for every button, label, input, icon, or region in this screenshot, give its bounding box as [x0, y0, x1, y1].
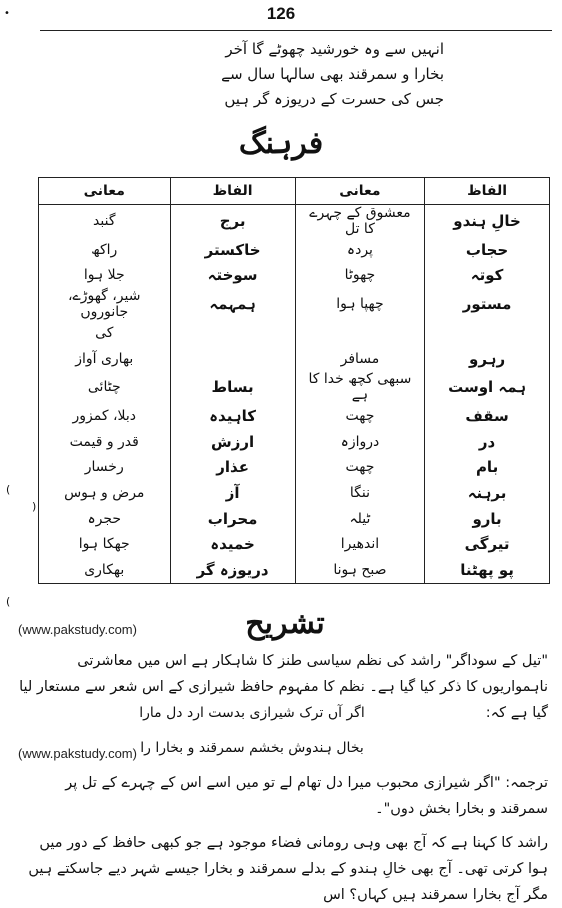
glossary-meaning: جلا ہوا [39, 263, 171, 289]
glossary-word: بارو [425, 506, 550, 532]
glossary-meaning: ننگا [295, 480, 424, 506]
glossary-row [39, 205, 550, 238]
corner-bullet: • [4, 8, 10, 19]
header-rule [40, 30, 552, 31]
glossary-row [39, 371, 550, 403]
margin-mark: ( [6, 483, 11, 496]
translation: ترجمہ: "اگر شیرازی محبوب میرا دل تھام لے تو میں اسے اس کے چہرے کے تل پر سمرقند و بخارا بخش دوں"۔ [65, 775, 548, 817]
glossary-meaning: مسافر [295, 346, 424, 372]
header-cell: الفاظ [170, 178, 295, 205]
paragraph: راشد کا کہنا ہے کہ آج بھی وہی رومانی فضاء موجود ہے جو کبھی حافظ کے دور میں ہوا کرتی تھی۔ آج بھی خالِ ہندو کے بدلے سمرقند و بخارا جیسے شہر دیے جاسکتے ہیں مگر آج بخارا سمرقند ہیں کہاں؟ اس [28, 835, 548, 903]
glossary-meaning: شیر، گھوڑے، جانوروں [39, 288, 171, 320]
margin-mark: ( [6, 595, 11, 608]
glossary-word: در [425, 429, 550, 455]
glossary-meaning: دبلا، کمزور [39, 403, 171, 429]
glossary-row [39, 320, 550, 346]
watermark: (www.pakstudy.com) [18, 622, 137, 637]
glossary-meaning: بھکاری [39, 557, 171, 583]
explanation-heading: تشریح [245, 606, 325, 641]
glossary-row [39, 288, 550, 320]
glossary-meaning: رخسار [39, 455, 171, 481]
glossary-row [39, 403, 550, 429]
glossary-row [39, 480, 550, 506]
glossary-meaning [295, 320, 424, 346]
glossary-word: حجاب [425, 237, 550, 263]
header-cell: معانی [295, 178, 424, 205]
glossary-row [39, 237, 550, 263]
glossary-word: محراب [170, 506, 295, 532]
glossary-meaning: پردہ [295, 237, 424, 263]
header-cell: معانی [39, 178, 171, 205]
glossary-row [39, 557, 550, 583]
glossary-word: سقف [425, 403, 550, 429]
glossary-word: تیرگی [425, 531, 550, 557]
glossary-word: بساط [170, 371, 295, 403]
page-number: 126 [266, 4, 296, 23]
glossary-row [39, 455, 550, 481]
verse-line: بخارا و سمرقند بھی سالہا سال سے [221, 65, 444, 83]
glossary-meaning: مرض و ہوس [39, 480, 171, 506]
glossary-meaning: ٹیلہ [295, 506, 424, 532]
glossary-word: ہمہ اوست [425, 371, 550, 403]
glossary-meaning: صبح ہونا [295, 557, 424, 583]
glossary-word: کاہیدہ [170, 403, 295, 429]
glossary-word: بام [425, 455, 550, 481]
glossary-meaning: راکھ [39, 237, 171, 263]
glossary-meaning: بھاری آواز [39, 346, 171, 372]
glossary-meaning: چھت [295, 455, 424, 481]
glossary-meaning: معشوق کے چہرے کا تل [295, 205, 424, 238]
persian-couplet-line: بخال ہندوش بخشم سمرقند و بخارا را [140, 740, 364, 756]
glossary-word: سوختہ [170, 263, 295, 289]
glossary-meaning: حجرہ [39, 506, 171, 532]
glossary-row [39, 263, 550, 289]
persian-couplet-line: اگر آں ترک شیرازی بدست ارد دل مارا [139, 705, 365, 721]
glossary-word: ارزش [170, 429, 295, 455]
glossary-row [39, 346, 550, 372]
glossary-meaning: گنبد [39, 205, 171, 238]
verse-line: جس کی حسرت کے دریوزہ گر ہیں [224, 90, 444, 108]
glossary-word [170, 320, 295, 346]
glossary-header-row [39, 178, 550, 205]
glossary-word: آز [170, 480, 295, 506]
glossary-body [39, 205, 550, 584]
glossary-meaning: چھت [295, 403, 424, 429]
glossary-word: خاکستر [170, 237, 295, 263]
glossary-word: خالِ ہندو [425, 205, 550, 238]
glossary-word: برہنہ [425, 480, 550, 506]
glossary-word [425, 320, 550, 346]
glossary-word: برج [170, 205, 295, 238]
paragraph: "تیل کے سوداگر" راشد کی نظم سیاسی طنز کا شاہکار ہے اس میں معاشرتی ناہمواریوں کا ذکر کیا گیا ہے۔ نظم کا مفہوم حافظ شیرازی کے اس شعر سے مستعار لیا گیا ہے کہ: [19, 653, 548, 721]
watermark: (www.pakstudy.com) [18, 746, 137, 761]
glossary-meaning: قدر و قیمت [39, 429, 171, 455]
glossary-word: ہمہمہ [170, 288, 295, 320]
glossary-word [170, 346, 295, 372]
glossary-meaning: چھپا ہوا [295, 288, 424, 320]
glossary-meaning: چٹائی [39, 371, 171, 403]
glossary-meaning: کی [39, 320, 171, 346]
header-cell: الفاظ [425, 178, 550, 205]
glossary-word: مستور [425, 288, 550, 320]
glossary-word: دریوزہ گر [170, 557, 295, 583]
glossary-word: رہرو [425, 346, 550, 372]
glossary-row [39, 531, 550, 557]
glossary-row [39, 429, 550, 455]
glossary-meaning: جھکا ہوا [39, 531, 171, 557]
verse-line: انہیں سے وہ خورشید چھوٹے گا آخر [225, 40, 444, 58]
glossary-word: عذار [170, 455, 295, 481]
glossary-word: کوتہ [425, 263, 550, 289]
glossary-meaning: سبھی کچھ خدا کا ہے [295, 371, 424, 403]
glossary-table [38, 177, 550, 584]
glossary-meaning: دروازہ [295, 429, 424, 455]
glossary-heading: فرہنگ [238, 126, 324, 161]
margin-mark: ) [32, 500, 37, 513]
glossary-word: خمیدہ [170, 531, 295, 557]
glossary-row [39, 506, 550, 532]
glossary-meaning: اندھیرا [295, 531, 424, 557]
glossary-meaning: چھوٹا [295, 263, 424, 289]
glossary-word: پو پھٹنا [425, 557, 550, 583]
